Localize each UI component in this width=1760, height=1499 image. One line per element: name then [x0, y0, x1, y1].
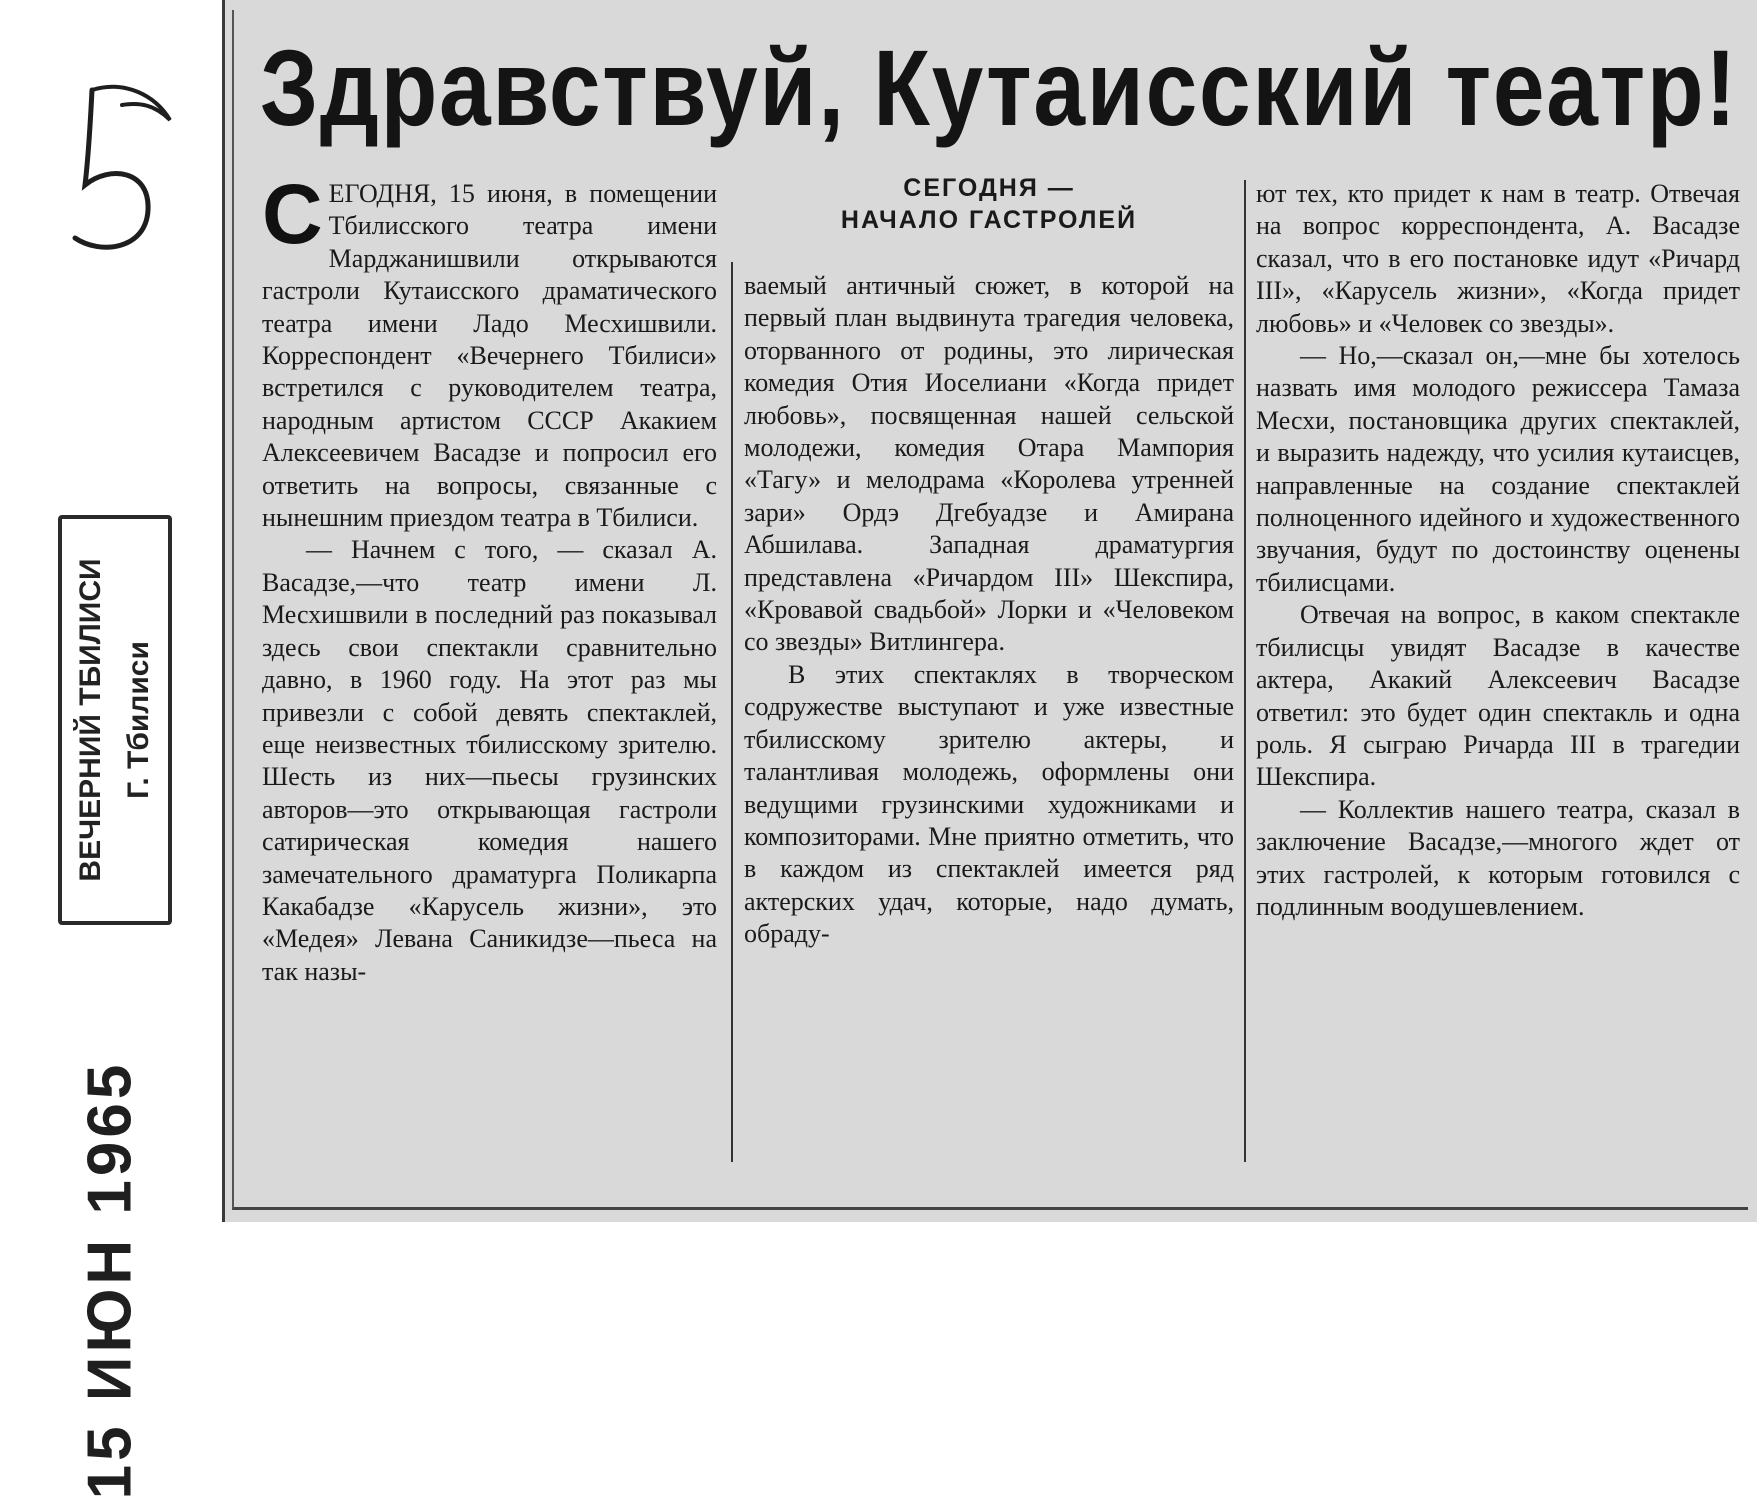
- column-rule-1: [731, 262, 733, 1162]
- article-column-2: [744, 270, 1234, 951]
- handwritten-number-five: [30, 60, 190, 260]
- column3-paragraph-1: ют тех, кто придет к нам в театр. Отвечая на вопрос корреспондента, А. Васадзе сказал, что в его постановке идут «Ричард III», «Карусель жизни», «Когда придет любовь» и «Человек со звезды».: [1256, 179, 1740, 338]
- article-column-3: [1256, 178, 1740, 923]
- newspaper-stamp: [67, 558, 163, 881]
- article-column-1: [262, 167, 717, 988]
- date-stamp: 15 ИЮН 1965: [75, 1060, 145, 1499]
- column1-paragraph-2: — Начнем с того, — сказал А. Васадзе,—что театр имени Л. Месхишвили в последний раз показывал здесь свои спектакли сравнительно давно, в 1960 году. На этот раз мы привезли с собой девять спектаклей, еще неизвестных тбилисскому зрителю. Шесть из них—пьесы грузинских авторов—это открывающая гастроли сатирическая комедия нашего замечательного драматурга Поликарпа Какабадзе «Карусель жизни», это «Медея» Левана Саникидзе—пьеса на так назы-: [262, 535, 717, 986]
- drop-cap: С: [262, 167, 323, 261]
- article-headline: Здравствуй, Кутаисский театр!: [260, 27, 1738, 148]
- column2-paragraph-2: В этих спектаклях в творческом содружестве выступают и уже известные тбилисскому зрителю актеры, и талантливая молодежь, оформлены они ведущими грузинскими художниками и композиторами. Мне приятно отметить, что в каждом из спектаклей имеется ряд актерских удач, которые, надо думать, обраду-: [744, 659, 1234, 949]
- article-subheading: [744, 172, 1234, 236]
- stamp-newspaper-name: ВЕЧЕРНИЙ ТБИЛИСИ: [74, 558, 107, 882]
- column3-paragraph-2: — Но,—сказал он,—мне бы хотелось назвать имя молодого режиссера Тамаза Месхи, постановщика других спектаклей, и выразить надежду, что усилия кутаисцев, направленные на создание спектаклей полноценного идейного и художественного звучания, будут по достоинству оценены тбилисцами.: [1256, 341, 1740, 597]
- column1-paragraph-1: ЕГОДНЯ, 15 июня, в помещении Тбилисского театра имени Марджанишвили открываются гастроли Кутаисского драматического театра имени Ладо Месхишвили. Корреспондент «Вечернего Тбилиси» встретился с руководителем театра, народным артистом СССР Акакием Алексеевичем Васадзе и попросил его ответить на вопросы, связанные с нынешним приездом театра в Тбилиси.: [262, 179, 717, 533]
- subheading-line-1: СЕГОДНЯ —: [903, 174, 1075, 202]
- stamp-city: Г. Тбилиси: [122, 641, 155, 799]
- column-rule-2: [1244, 180, 1246, 1162]
- column3-paragraph-3: Отвечая на вопрос, в каком спектакле тбилисцы увидят Васадзе в качестве актера, Акакий Алексеевич Васадзе ответил: это будет один спектакль и одна роль. Я сыграю Ричарда III в трагедии Шекспира.: [1256, 600, 1740, 792]
- subheading-line-2: НАЧАЛО ГАСТРОЛЕЙ: [840, 206, 1138, 234]
- column3-paragraph-4: — Коллектив нашего театра, сказал в заключение Васадзе,—многого ждет от этих гастролей, к которым готовился с подлинным воодушевлением.: [1256, 794, 1740, 921]
- column2-paragraph-1: ваемый античный сюжет, в которой на первый план выдвинута трагедия человека, оторванного от родины, это лирическая комедия Отия Иоселиани «Когда придет любовь», посвященная нашей сельской молодежи, комедия Отара Мампория «Тагу» и мелодрама «Королева утренней зари» Ордэ Дгебуадзе и Амирана Абшилава. Западная драматургия представлена «Ричардом III» Шекспира, «Кровавой свадьбой» Лорки и «Человеком со звезды» Витлингера.: [744, 271, 1234, 657]
